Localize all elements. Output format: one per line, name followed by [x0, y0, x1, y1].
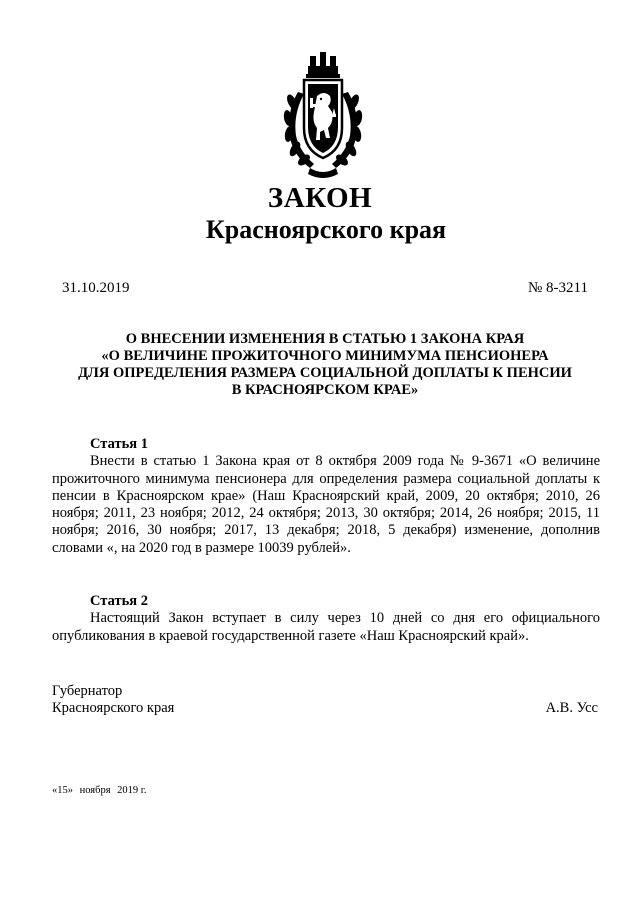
article-2 [52, 593, 600, 645]
document-number: № 8-3211 [528, 280, 588, 296]
law-title: ЗАКОН [267, 182, 373, 214]
signatory-position: Губернатор [52, 683, 123, 699]
signing-date-month: ноября [79, 785, 111, 796]
signing-date-day: «15» [52, 785, 73, 796]
heading-line: ДЛЯ ОПРЕДЕЛЕНИЯ РАЗМЕРА СОЦИАЛЬНОЙ ДОПЛАТЫ К ПЕНСИИ [78, 365, 572, 381]
law-subtitle: Красноярского края [205, 215, 447, 244]
heading-line: «О ВЕЛИЧИНЕ ПРОЖИТОЧНОГО МИНИМУМА ПЕНСИОНЕРА [101, 348, 549, 364]
article-title: Статья 2 [90, 593, 148, 609]
signatory-region: Красноярского края [52, 700, 175, 716]
article-text: Настоящий Закон вступает в силу через 10 дней со дня его официального опубликования в краевой государственной газете «Наш Красноярский край». [52, 610, 600, 644]
article-text: Внести в статью 1 Закона края от 8 октября 2009 года № 9-3671 «О величине прожиточного минимума пенсионера для определения размера социальной доплаты к пенсии в Красноярском крае» (Наш Красноярский край, 2009, 20 октября; 2010, 26 ноября; 2011, 23 ноября; 2012, 24 октября; 2013, 30 октября; 2014, 26 ноября; 2015, 11 ноября; 2016, 30 ноября; 2017, 13 декабря; 2018, 5 декабря) изменение, дополнив словами «, на 2020 год в размере 10039 рублей». [52, 453, 600, 556]
document-date: 31.10.2019 [62, 280, 130, 296]
article-title: Статья 1 [90, 436, 148, 452]
article-1 [52, 436, 600, 557]
heading-line: В КРАСНОЯРСКОМ КРАЕ» [231, 382, 419, 398]
signing-date [52, 785, 151, 796]
law-heading [52, 331, 598, 399]
signing-date-year: 2019 г. [117, 785, 147, 796]
coat-of-arms-icon [280, 52, 366, 180]
heading-line: О ВНЕСЕНИИ ИЗМЕНЕНИЯ В СТАТЬЮ 1 ЗАКОНА КРАЯ [125, 331, 525, 347]
signatory-name: А.В. Усс [545, 700, 598, 716]
